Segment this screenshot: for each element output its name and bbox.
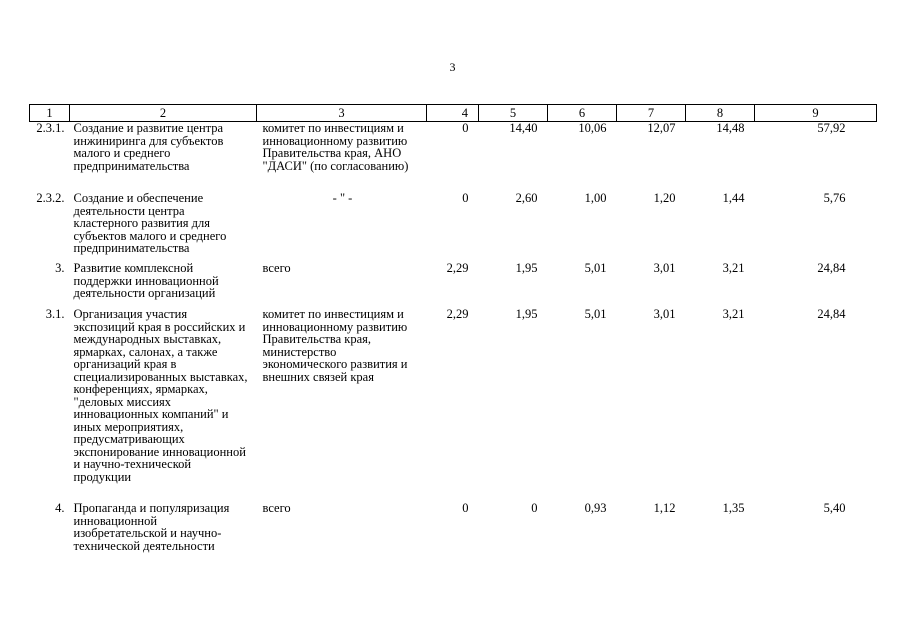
executor: всего — [262, 261, 291, 275]
value-cell: 3,01 — [653, 307, 676, 321]
row-number: 2.3.2. — [36, 191, 65, 205]
column-header: 8 — [686, 105, 755, 122]
column-header: 2 — [70, 105, 257, 122]
value-cell: 1,95 — [515, 261, 538, 275]
value-cell: 24,84 — [817, 307, 846, 321]
value-cell: 2,29 — [446, 261, 469, 275]
table-row — [30, 262, 877, 308]
measure-name: Создание и обеспечение деятельности центра кластерного развития для субъектов малого и среднего предпринимательства — [73, 191, 227, 255]
value-cell: 10,06 — [578, 121, 607, 135]
value-cell: 3,21 — [722, 261, 745, 275]
value-cell: 5,40 — [823, 501, 846, 515]
value-cell: 1,20 — [653, 191, 676, 205]
executor: - " - — [332, 191, 353, 205]
value-cell: 0 — [462, 191, 469, 205]
executor: комитет по инвестициям и инновационному развитию Правительства края, министерство экономического развития и внешних связей края — [262, 307, 408, 384]
value-cell: 24,84 — [817, 261, 846, 275]
column-header: 6 — [548, 105, 617, 122]
value-cell: 5,76 — [823, 191, 846, 205]
column-header: 5 — [479, 105, 548, 122]
column-header: 9 — [755, 105, 877, 122]
value-cell: 14,40 — [509, 121, 538, 135]
table-row — [30, 308, 877, 502]
page-number: 3 — [449, 60, 456, 74]
value-cell: 3,21 — [722, 307, 745, 321]
row-number: 3. — [55, 261, 65, 275]
table-row — [30, 122, 877, 193]
value-cell: 14,48 — [716, 121, 745, 135]
value-cell: 1,00 — [584, 191, 607, 205]
value-cell: 57,92 — [817, 121, 846, 135]
header-row — [30, 105, 877, 122]
value-cell: 2,29 — [446, 307, 469, 321]
value-cell: 2,60 — [515, 191, 538, 205]
value-cell: 5,01 — [584, 261, 607, 275]
measure-name: Создание и развитие центра инжиниринга для субъектов малого и среднего предпринимательства — [73, 121, 224, 173]
value-cell: 0 — [462, 121, 469, 135]
value-cell: 0 — [531, 501, 538, 515]
table-row — [30, 502, 877, 552]
value-cell: 0,93 — [584, 501, 607, 515]
value-cell: 5,01 — [584, 307, 607, 321]
value-cell: 1,44 — [722, 191, 745, 205]
column-header: 3 — [257, 105, 427, 122]
table-row — [30, 192, 877, 262]
value-cell: 3,01 — [653, 261, 676, 275]
measure-name: Пропаганда и популяризация инновационной изобретательской и научно-технической деятельности — [73, 501, 230, 553]
measure-name: Развитие комплексной поддержки инновационной деятельности организаций — [73, 261, 219, 300]
measure-name: Организация участия экспозиций края в российских и международных выставках, ярмарках, салонах, а также организаций края в специализированных выставках, конференциях, ярмарках, "деловых миссиях инновационных компаний" и иных мероприятиях, предусматривающих экспонирование инновационной и научно-технической продукции — [73, 307, 248, 484]
value-cell: 1,12 — [653, 501, 676, 515]
row-number: 3.1. — [45, 307, 65, 321]
column-header: 1 — [30, 105, 70, 122]
column-header: 7 — [617, 105, 686, 122]
program-table — [29, 104, 877, 552]
executor: всего — [262, 501, 291, 515]
column-header: 4 — [427, 105, 479, 122]
executor: комитет по инвестициям и инновационному развитию Правительства края, АНО "ДАСИ" (по согласованию) — [262, 121, 409, 173]
row-number: 4. — [55, 501, 65, 515]
value-cell: 1,35 — [722, 501, 745, 515]
value-cell: 0 — [462, 501, 469, 515]
value-cell: 1,95 — [515, 307, 538, 321]
row-number: 2.3.1. — [36, 121, 65, 135]
value-cell: 12,07 — [647, 121, 676, 135]
